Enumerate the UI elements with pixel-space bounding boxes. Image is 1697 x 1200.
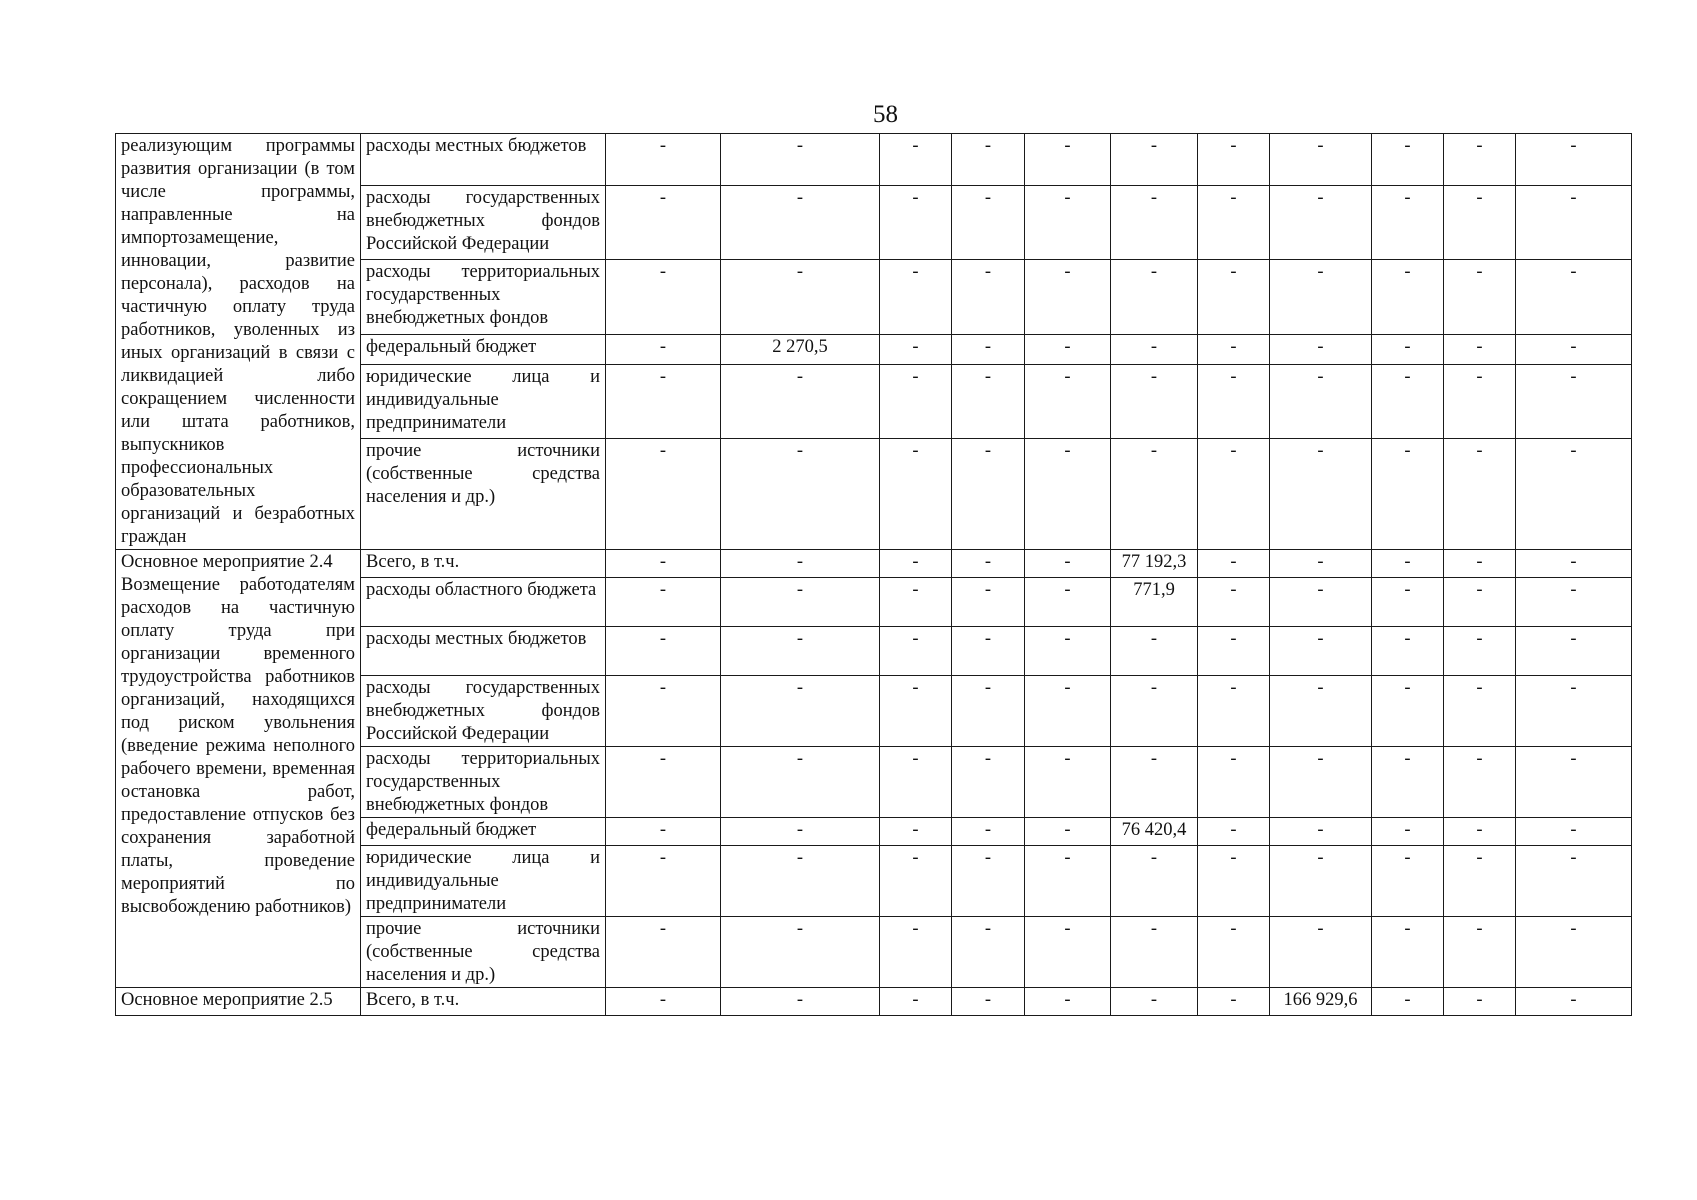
value-cell: - [606,747,721,818]
value-cell: - [721,818,880,846]
funding-source-cell: юридические лица и индивидуальные предприниматели [361,846,606,917]
value-cell: - [1270,846,1372,917]
value-cell: - [721,260,880,335]
value-cell: - [1372,260,1444,335]
value-cell: - [1025,550,1111,578]
table-row [116,550,1632,578]
value-cell: - [606,676,721,747]
value-cell: - [1025,917,1111,988]
value-cell: - [1444,260,1516,335]
value-cell: - [1372,627,1444,676]
value-cell: - [1444,185,1516,260]
value-cell: - [1198,917,1270,988]
value-cell: - [1198,627,1270,676]
value-cell: - [1270,818,1372,846]
value-cell: - [1198,134,1270,186]
value-cell: 771,9 [1111,578,1198,627]
value-cell: - [1516,550,1632,578]
value-cell: - [1372,846,1444,917]
value-cell: - [721,134,880,186]
value-cell: - [1111,335,1198,364]
value-cell: - [1111,134,1198,186]
event-cell [116,550,361,988]
event-description: Возмещение работодателям расходов на частичную оплату труда при организации временного трудоустройства работников организаций, находящихся под риском увольнения (введение режима неполного рабочего времени, временная остановка работ, предоставление отпусков без сохранения заработной платы, проведение мероприятий по высвобождению работников) [121,575,355,917]
value-cell: - [1444,747,1516,818]
value-cell: - [1025,364,1111,439]
page-number: 58 [873,101,898,128]
value-cell: - [721,550,880,578]
value-cell: - [880,364,952,439]
value-cell: - [952,550,1025,578]
value-cell: - [721,185,880,260]
value-cell: - [1516,846,1632,917]
value-cell: - [1270,747,1372,818]
value-cell: - [1444,578,1516,627]
value-cell: - [721,747,880,818]
value-cell: - [1372,988,1444,1016]
value-cell: - [880,627,952,676]
value-cell: - [606,185,721,260]
funding-source-cell: расходы областного бюджета [361,578,606,627]
value-cell: - [1270,134,1372,186]
value-cell: 166 929,6 [1270,988,1372,1016]
funding-source-cell: юридические лица и индивидуальные предприниматели [361,364,606,439]
value-cell: - [1111,988,1198,1016]
value-cell: 76 420,4 [1111,818,1198,846]
value-cell: - [1270,185,1372,260]
value-cell: - [1198,185,1270,260]
value-cell: - [1025,260,1111,335]
value-cell: - [1516,676,1632,747]
value-cell: - [1372,364,1444,439]
value-cell: - [1372,917,1444,988]
value-cell: - [1270,627,1372,676]
value-cell: - [1025,185,1111,260]
value-cell: 77 192,3 [1111,550,1198,578]
value-cell: - [1444,134,1516,186]
funding-source-cell: прочие источники (собственные средства населения и др.) [361,917,606,988]
funding-source-cell: расходы местных бюджетов [361,627,606,676]
value-cell: - [880,917,952,988]
value-cell: - [1198,846,1270,917]
value-cell: - [1444,439,1516,550]
value-cell: - [721,439,880,550]
value-cell: - [606,578,721,627]
value-cell: - [952,846,1025,917]
value-cell: - [880,818,952,846]
value-cell: - [1444,676,1516,747]
value-cell: - [880,260,952,335]
value-cell: - [1444,627,1516,676]
value-cell: - [1270,578,1372,627]
value-cell: - [606,988,721,1016]
funding-source-cell: федеральный бюджет [361,818,606,846]
value-cell: - [1372,818,1444,846]
table-body [116,134,1632,1016]
value-cell: - [721,578,880,627]
value-cell: - [1270,364,1372,439]
value-cell: - [952,988,1025,1016]
value-cell: - [1444,818,1516,846]
value-cell: - [952,364,1025,439]
value-cell: - [721,676,880,747]
value-cell: - [1444,364,1516,439]
value-cell: - [952,439,1025,550]
value-cell: - [1516,439,1632,550]
funding-source-cell: расходы государственных внебюджетных фондов Российской Федерации [361,185,606,260]
value-cell: - [1516,578,1632,627]
value-cell: - [1111,260,1198,335]
value-cell: - [606,439,721,550]
value-cell: - [606,335,721,364]
value-cell: - [1111,747,1198,818]
funding-source-cell: расходы территориальных государственных внебюджетных фондов [361,747,606,818]
value-cell: - [1516,364,1632,439]
value-cell: - [1198,578,1270,627]
value-cell: - [880,185,952,260]
value-cell: - [1372,747,1444,818]
value-cell: - [1372,578,1444,627]
funding-source-cell: расходы территориальных государственных внебюджетных фондов [361,260,606,335]
value-cell: - [1198,988,1270,1016]
value-cell: - [1372,134,1444,186]
table-row [116,134,1632,186]
value-cell: - [1516,747,1632,818]
value-cell: - [952,335,1025,364]
value-cell: - [1444,550,1516,578]
value-cell: - [952,134,1025,186]
value-cell: - [880,747,952,818]
value-cell: - [880,134,952,186]
value-cell: - [606,260,721,335]
table-row [116,988,1632,1016]
value-cell: - [880,578,952,627]
value-cell: - [1270,260,1372,335]
funding-source-cell: Всего, в т.ч. [361,550,606,578]
value-cell: - [606,846,721,917]
value-cell: - [952,917,1025,988]
funding-source-cell: расходы государственных внебюджетных фондов Российской Федерации [361,676,606,747]
value-cell: - [1025,134,1111,186]
value-cell: - [1516,818,1632,846]
value-cell: - [1025,676,1111,747]
event-description: реализующим программы развития организации (в том числе программы, направленные на импортозамещение, инновации, развитие персонала), расходов на частичную оплату труда работников, уволенных из иных организаций в связи с ликвидацией либо сокращением численности или штата работников, выпускников профессиональных образовательных организаций и безработных граждан [121,136,355,547]
value-cell: - [1372,676,1444,747]
value-cell: - [721,988,880,1016]
value-cell: - [1025,627,1111,676]
value-cell: - [1444,335,1516,364]
funding-source-cell: федеральный бюджет [361,335,606,364]
value-cell: - [1198,747,1270,818]
value-cell: - [952,578,1025,627]
value-cell: - [880,988,952,1016]
value-cell: - [952,627,1025,676]
value-cell: - [1111,917,1198,988]
value-cell: - [1516,335,1632,364]
value-cell: - [1372,185,1444,260]
value-cell: - [1270,439,1372,550]
value-cell: - [1111,185,1198,260]
value-cell: 2 270,5 [721,335,880,364]
event-title: Основное мероприятие 2.5 [121,990,333,1010]
value-cell: - [952,676,1025,747]
value-cell: - [1025,747,1111,818]
value-cell: - [606,818,721,846]
value-cell: - [1270,550,1372,578]
value-cell: - [721,917,880,988]
value-cell: - [1198,260,1270,335]
value-cell: - [880,846,952,917]
value-cell: - [1198,439,1270,550]
value-cell: - [1111,364,1198,439]
funding-source-cell: прочие источники (собственные средства населения и др.) [361,439,606,550]
value-cell: - [1372,550,1444,578]
value-cell: - [1198,335,1270,364]
value-cell: - [1111,439,1198,550]
value-cell: - [721,846,880,917]
value-cell: - [1516,134,1632,186]
value-cell: - [1025,818,1111,846]
value-cell: - [952,185,1025,260]
value-cell: - [1270,335,1372,364]
value-cell: - [1372,335,1444,364]
value-cell: - [1198,550,1270,578]
value-cell: - [880,335,952,364]
value-cell: - [1111,846,1198,917]
value-cell: - [1198,364,1270,439]
value-cell: - [1516,917,1632,988]
value-cell: - [606,364,721,439]
value-cell: - [1444,988,1516,1016]
value-cell: - [1111,627,1198,676]
value-cell: - [1516,988,1632,1016]
value-cell: - [1025,439,1111,550]
budget-table [115,133,1632,1016]
value-cell: - [1444,917,1516,988]
value-cell: - [952,818,1025,846]
event-cell [116,134,361,550]
value-cell: - [1372,439,1444,550]
funding-source-cell: расходы местных бюджетов [361,134,606,186]
value-cell: - [721,364,880,439]
value-cell: - [952,747,1025,818]
value-cell: - [1444,846,1516,917]
value-cell: - [1516,185,1632,260]
value-cell: - [952,260,1025,335]
event-cell [116,988,361,1016]
value-cell: - [721,627,880,676]
value-cell: - [606,627,721,676]
value-cell: - [1025,335,1111,364]
value-cell: - [1516,260,1632,335]
value-cell: - [1198,818,1270,846]
value-cell: - [1111,676,1198,747]
value-cell: - [1198,676,1270,747]
value-cell: - [880,439,952,550]
event-title: Основное мероприятие 2.4 [121,552,333,572]
value-cell: - [1516,627,1632,676]
value-cell: - [606,550,721,578]
funding-source-cell: Всего, в т.ч. [361,988,606,1016]
value-cell: - [1025,578,1111,627]
value-cell: - [606,134,721,186]
value-cell: - [1270,676,1372,747]
value-cell: - [880,550,952,578]
value-cell: - [606,917,721,988]
value-cell: - [1270,917,1372,988]
value-cell: - [1025,988,1111,1016]
value-cell: - [1025,846,1111,917]
value-cell: - [880,676,952,747]
